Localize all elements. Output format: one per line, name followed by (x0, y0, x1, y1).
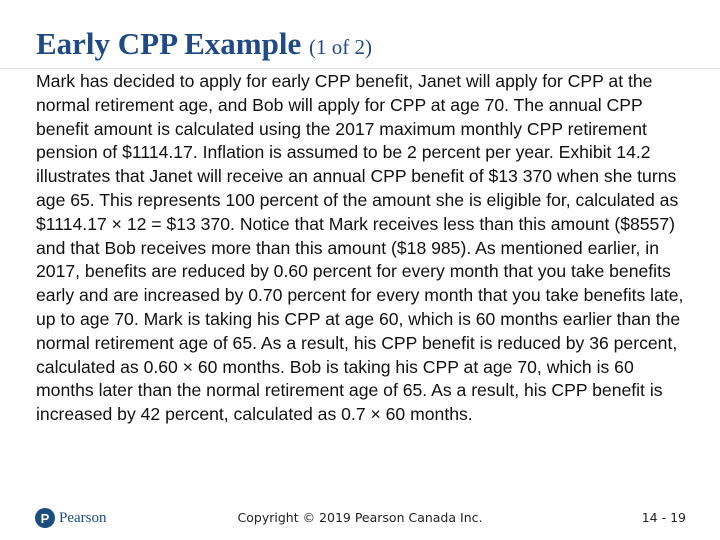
page-number: 14 - 19 (641, 510, 686, 525)
pearson-logo-icon: P (35, 508, 55, 528)
pearson-logo-text: Pearson (59, 509, 107, 526)
slide-title-part: (1 of 2) (308, 35, 372, 59)
title-divider (0, 68, 720, 69)
copyright-notice: Copyright © 2019 Pearson Canada Inc. (237, 510, 483, 525)
pearson-logo (35, 506, 107, 530)
slide-body-text: Mark has decided to apply for early CPP benefit, Janet will apply for CPP at the normal retirement age, and Bob will apply for CPP at age 70. The annual CPP benefit amount is calculated using the 2017 maximum monthly CPP retirement pension of $1114.17. Inflation is assumed to be 2 percent per year. Exhibit 14.2 illustrates that Janet will receive an annual CPP benefit of $13 370 when she turns age 65. This represents 100 percent of the amount she is eligible for, calculated as $1114.17 × 12 = $13 370. Notice that Mark receives less than this amount ($8557) and that Bob receives more than this amount ($18 985). As mentioned earlier, in 2017, benefits are reduced by 0.60 percent for every month that you take benefits early and are increased by 0.70 percent for every month that you take benefits late, up to age 70. Mark is taking his CPP at age 60, which is 60 months earlier than the normal retirement age of 65. As a result, his CPP benefit is reduced by 36 percent, calculated as 0.60 × 60 months. Bob is taking his CPP at age 70, which is 60 months later than the normal retirement age of 65. As a result, his CPP benefit is increased by 42 percent, calculated as 0.7 × 60 months. (36, 71, 684, 425)
slide-title-main: Early CPP Example (36, 26, 302, 61)
slide-title (36, 26, 372, 62)
